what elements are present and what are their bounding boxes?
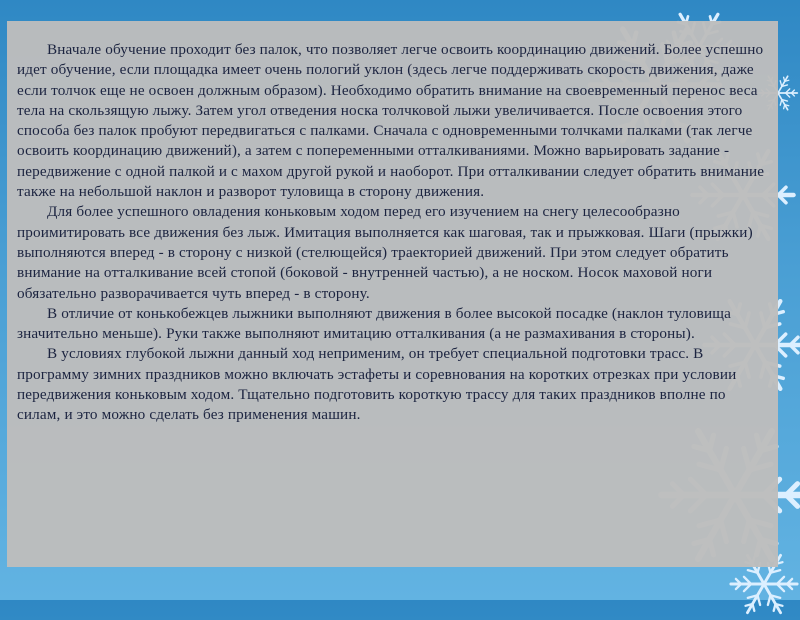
- paragraph-2: Для более успешного овладения коньковым ходом перед его изучением на снегу целесообразно проимитировать все движения без лыж. Имитация выполняется как шаговая, так и прыжковая. Шаги (прыжки) выполняются вперед - в сторону с низкой (стелющейся) траекторией движений. При этом следует обратить внимание на отталкивание всей стопой (боковой - внутренней частью), а не носком. Носок маховой ноги обязательно разворачивается чуть вперед - в сторону.: [17, 203, 753, 302]
- paragraph-1: Вначале обучение проходит без палок, что позволяет легче освоить координацию движений. Более успешно идет обучение, если площадка имеет очень пологий уклон (здесь легче поддерживать скорость движения, даже если толчок еще не освоен должным образом). Необходимо обратить внимание на своевременный перенос веса тела на скользящую лыжу. Затем угол отведения носка толчковой лыжи увеличивается. После освоения этого способа без палок пробуют передвигаться с палками. Сначала с одновременными толчками палками (так легче освоить координацию движений), а затем с попеременными отталкиваниями. Можно варьировать задание - передвижение с одной палкой и с махом другой рукой и наоборот. При отталкивании следует обратить внимание также на небольшой наклон и разворот туловища в сторону движения.: [17, 41, 765, 201]
- paragraph-4: В условиях глубокой лыжни данный ход неприменим, он требует специальной подготовки трасс. В программу зимних праздников можно включать эстафеты и соревнования на коротких отрезках при условии передвижения коньковым ходом. Тщательно подготовить короткую трассу для таких праздников вполне по силам, и это можно сделать без применения машин.: [17, 345, 737, 424]
- document-body: [17, 40, 767, 426]
- paragraph-3: В отличие от конькобежцев лыжники выполняют движения в более высокой посадке (наклон туловища значительно меньше). Руки также выполняют имитацию отталкивания (а не размахивания в стороны).: [17, 304, 732, 343]
